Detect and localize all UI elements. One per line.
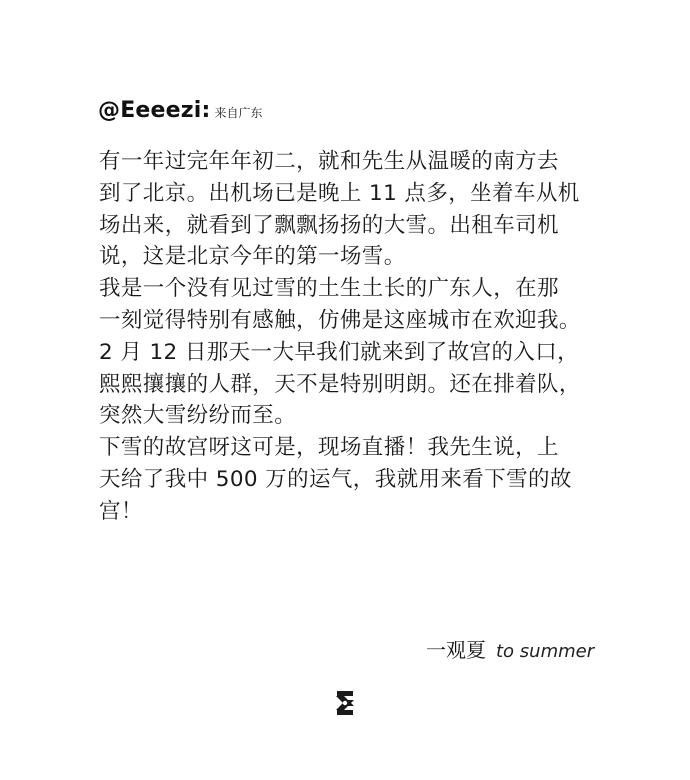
post-line: 到了北京。出机场已是晚上 11 点多，坐着车从机 bbox=[99, 180, 580, 206]
post-line: 我是一个没有见过雪的土生土长的广东人，在那 bbox=[99, 276, 559, 302]
post-source: 来自广东 bbox=[214, 106, 263, 120]
post-line: 突然大雪纷纷而至。 bbox=[99, 403, 297, 429]
s-logo-icon bbox=[330, 688, 360, 718]
post-line: 有一年过完年年初二，就和先生从温暖的南方去 bbox=[99, 149, 559, 174]
author-handle[interactable]: @Eeeezi: bbox=[98, 98, 211, 123]
signature bbox=[426, 634, 594, 663]
post-line: 下雪的故宫呀这可是，现场直播！我先生说，上 bbox=[99, 435, 559, 461]
post-line: 宫！ bbox=[99, 498, 143, 524]
post-line: 一刻觉得特别有感触，仿佛是这座城市在欢迎我。 bbox=[99, 307, 581, 333]
post-line: 场出来，就看到了飘飘扬扬的大雪。出租车司机 bbox=[99, 212, 559, 238]
signature-chinese: 一观夏 bbox=[426, 638, 486, 662]
post-line: 熙熙攘攘的人群，天不是特别明朗。还在排着队， bbox=[99, 371, 581, 397]
post-body bbox=[99, 146, 609, 528]
signature-english: to summer bbox=[496, 641, 595, 662]
post-line: 说，这是北京今年的第一场雪。 bbox=[99, 244, 406, 270]
post-line: 天给了我中 500 万的运气，我就用来看下雪的故 bbox=[99, 466, 572, 492]
post-line: 2 月 12 日那天一大早我们就来到了故宫的入口， bbox=[99, 339, 580, 365]
post-header bbox=[98, 98, 263, 123]
